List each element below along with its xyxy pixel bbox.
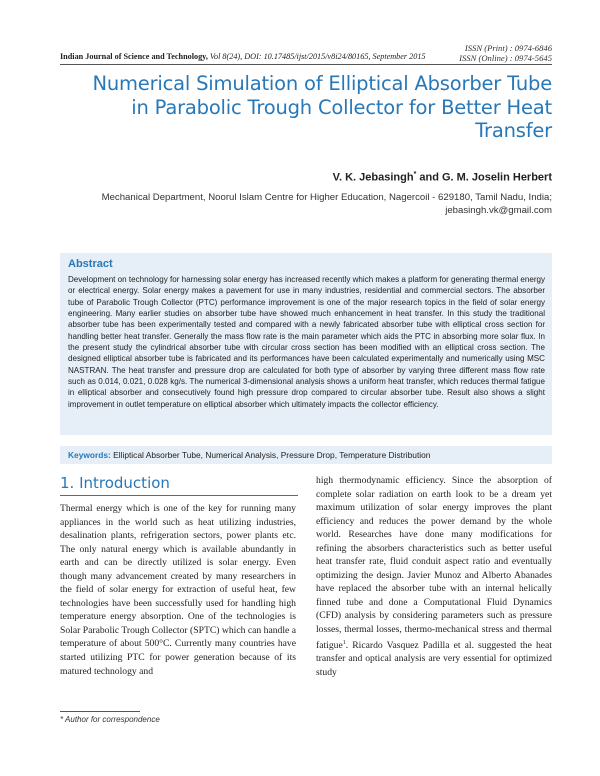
keywords (68, 450, 430, 460)
correspondence-footnote: * Author for correspondence (60, 715, 160, 724)
affiliation-text: Mechanical Department, Noorul Islam Centre for Higher Education, Nagercoil - 629180, Tamil Nadu, India; (101, 192, 552, 203)
header-divider (60, 64, 552, 65)
issn-print: ISSN (Print) : 0974-6846 (464, 43, 552, 53)
abstract-body: Development on technology for harnessing solar energy has increased recently which makes a platform for generating thermal energy or electrical energy. Solar energy makes a pavement for use in many industries, residential and commercial sectors. The absorber tube of Parabolic Trough Collector (PTC) performance improvement is one of the major research topics in the field of solar energy engineering. Many earlier studies on absorber tube have showed much enhancement in heat transfer. In this study the traditional absorber tube has been experimentally tested and compared with a newly fabricated absorber tube with elliptical cross section for handling better heat transfer. Generally the mass flow rate is the main parameter which aids the PTC in absorbing more solar flux. In the present study the cylindrical absorber tube with circular cross section has been modified with an elliptical cross section. The designed elliptical absorber tube is fabricated and its performances have been calculated experimentally and numerically using MSC NASTRAN. The heat transfer and pressure drop are calculated for both type of absorber by varying three different mass flow rate such as 0.014, 0.021, 0.028 kg/s. The numerical 3-dimensional analysis shows a uniform heat transfer, which reduces thermal fatigue in elliptical absorber and consecutively found high pressure drop compared to circular absorber tube. Result also shows a slight improvement in outlet temperature on elliptical absorber which ultimately impacts the collector efficiency. (68, 275, 545, 409)
issn-online: ISSN (Online) : 0974-5645 (459, 53, 552, 63)
paper-authors: V. K. Jebasingh* and G. M. Joselin Herbert (332, 171, 552, 184)
keywords-list: Elliptical Absorber Tube, Numerical Analysis, Pressure Drop, Temperature Distribution (110, 450, 431, 460)
author-email[interactable]: jebasingh.vk@gmail.com (445, 205, 552, 216)
journal-citation (60, 52, 426, 61)
intro-right-column: high thermodynamic efficiency. Since the absorption of complete solar radiation on earth look to be a dream yet maximum utilization of solar energy improves the plant efficiency and reduces the power demand by the whole world. Researches have done many modifications for refining the absorbers characteristics such as better useful heat transfer rate, fluid conduit aspect ratio and eventually optimizing the design. Javier Munoz and Alberto Abanades have replaced the absorber tube with an internal helically finned tube and done a Computational Fluid Dynamics (CFD) analysis by considering parameters such as pressure losses, thermal losses, thermo-mechanical stress and thermal fatigue$^1$. Ricardo Vasquez Padilla et al. suggested the heat transfer and optical analysis are very essential for optimized study (316, 475, 552, 678)
keywords-label: Keywords: (68, 450, 111, 460)
journal-details: Vol 8(24), DOI: 10.17485/ijst/2015/v8i24/80165, September 2015 (207, 52, 426, 61)
section-heading-rule (60, 495, 298, 496)
footnote-divider (60, 711, 140, 712)
author-affiliation (82, 191, 552, 217)
reference-marker[interactable]: 1 (342, 639, 346, 646)
abstract-heading: Abstract (68, 258, 113, 270)
intro-left-column: Thermal energy which is one of the key for running many appliances in the world such as heat utilizing industries, desalination plants, refrigeration sectors, power plants etc. The only natural energy which is available abundantly in earth and can be directly utilized is solar energy. Even though many advancement created by many researchers in the field of solar energy for extraction of useful heat, few technologies have been successfully used for handling high temperature energy absorption. One of the technologies is Solar Parabolic Trough Collector (SPTC) which can handle a temperature of about 500°C. Currently many countries have started utilizing PTC for power generation because of its matured technology and (60, 503, 296, 677)
paper-title: Numerical Simulation of Elliptical Absorber Tube in Parabolic Trough Collector for Better Heat Transfer (92, 72, 552, 142)
corresponding-author-mark: * (413, 171, 417, 178)
journal-name: Indian Journal of Science and Technology, (60, 52, 208, 61)
section-heading-introduction: 1. Introduction (60, 474, 170, 492)
